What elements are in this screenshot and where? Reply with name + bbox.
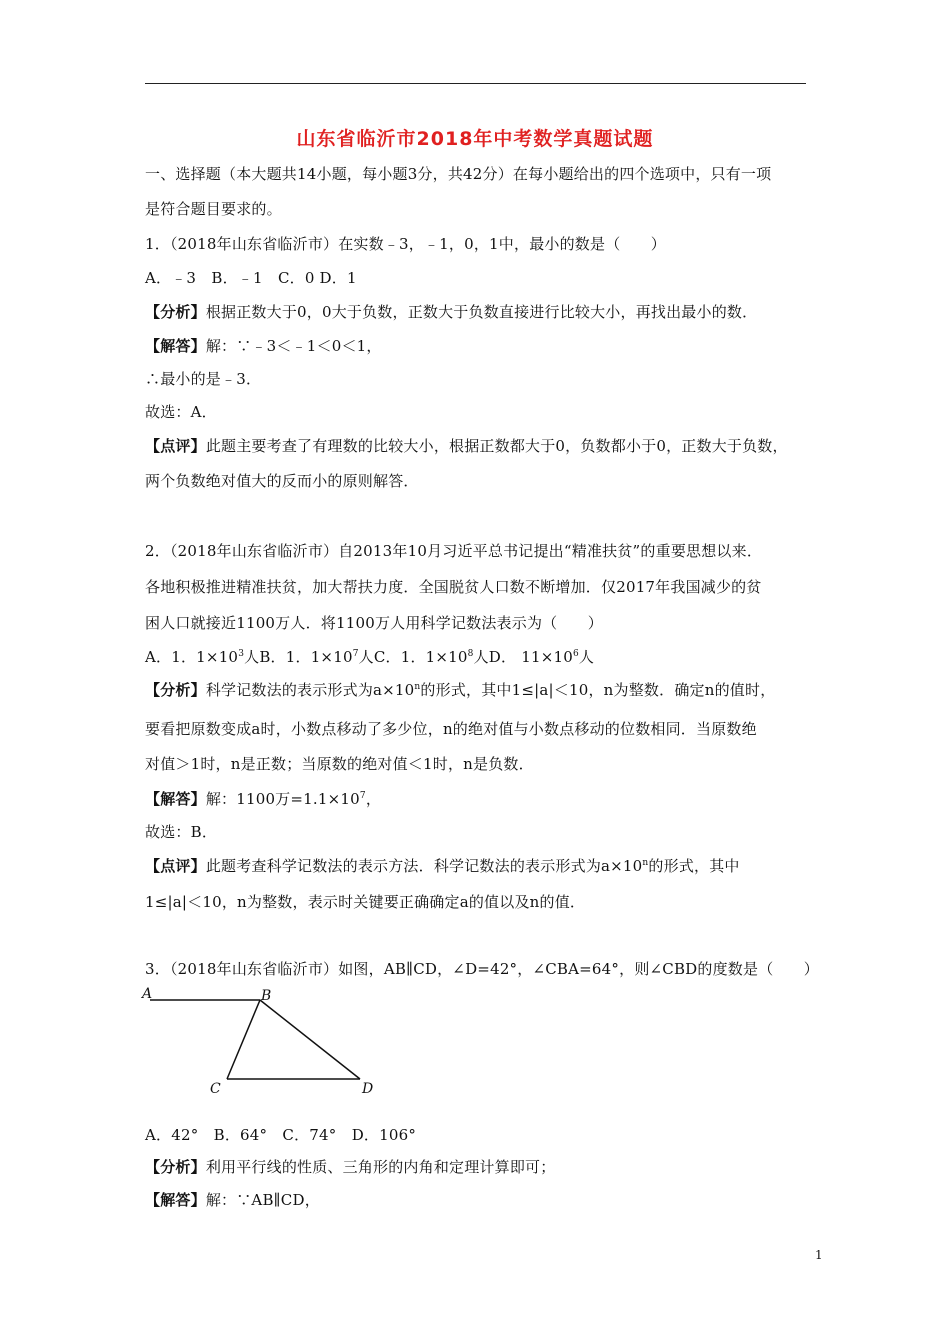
q1-choice: 故选：A． (145, 403, 217, 421)
comment-text: 此题主要考查了有理数的比较大小，根据正数都大于0，负数都小于0，正数大于负数， (205, 437, 788, 455)
q3-solution (145, 1189, 320, 1210)
comment-text: 此题考查科学记数法的表示方法．科学记数法的表示形式为a×10 (205, 857, 643, 875)
exponent: 3 (238, 649, 245, 659)
q1-options: A．﹣3 B．﹣1 C．0 D．1 (145, 269, 357, 287)
label-c: C (210, 1081, 221, 1097)
exponent: 6 (572, 649, 579, 659)
solution-tag: 【解答】 (145, 337, 206, 355)
solution-text: 解：∵﹣3＜﹣1＜0＜1， (205, 337, 382, 355)
q2-option-a: A．1．1×10 (145, 648, 239, 666)
exponent: n (414, 682, 421, 692)
q2-analysis-line3: 对值＞1时，n是正数；当原数的绝对值＜1时，n是负数． (145, 755, 534, 773)
section-intro-line1: 一、选择题（本大题共14小题，每小题3分，共42分）在每小题给出的四个选项中，只有一项 (145, 165, 772, 183)
q1-comment-line2: 两个负数绝对值大的反而小的原则解答． (145, 472, 419, 490)
analysis-tag: 【分析】 (145, 1158, 206, 1176)
analysis-tag: 【分析】 (145, 303, 206, 321)
q2-option-d-end: 人 (578, 648, 595, 666)
solution-text: ， (365, 790, 382, 808)
comment-text: 的形式，其中 (648, 857, 740, 875)
q2-option-c: 人C．1．1×10 (358, 648, 468, 666)
page-number: 1 (815, 1248, 823, 1262)
exponent: 8 (467, 649, 474, 659)
q2-comment-line2: 1≤|a|＜10，n为整数，表示时关键要正确确定a的值以及n的值． (145, 893, 586, 911)
q1-comment (145, 435, 788, 456)
label-d: D (362, 1081, 374, 1097)
q2-options (145, 646, 594, 667)
q2-solution (145, 788, 381, 809)
q2-stem-line1: 2．（2018年山东省临沂市）自2013年10月习近平总书记提出“精准扶贫”的重要思想以来． (145, 542, 763, 560)
q2-stem-line3: 困人口就接近1100万人．将1100万人用科学记数法表示为（ ） (145, 614, 603, 632)
q2-choice: 故选：B． (145, 823, 218, 841)
q1-stem: 1．（2018年山东省临沂市）在实数﹣3，﹣1，0，1中，最小的数是（ ） (145, 235, 666, 253)
geometry-figure (140, 982, 390, 1097)
q2-analysis-line2: 要看把原数变成a时，小数点移动了多少位，n的绝对值与小数点移动的位数相同．当原数绝 (145, 720, 757, 738)
q3-stem: 3．（2018年山东省临沂市）如图，AB∥CD，∠D=42°，∠CBA=64°，则∠CBD的度数是（ ） (145, 960, 820, 978)
q2-option-d: 人D． 11×10 (473, 648, 573, 666)
q1-solution-line2: ∴最小的是﹣3． (145, 370, 262, 388)
analysis-text: 科学记数法的表示形式为a×10 (205, 681, 415, 699)
analysis-text: 利用平行线的性质、三角形的内角和定理计算即可； (205, 1158, 556, 1176)
label-a: A (142, 986, 153, 1002)
q2-analysis (145, 679, 775, 700)
q3-analysis (145, 1156, 555, 1177)
section-intro-line2: 是符合题目要求的。 (145, 200, 282, 218)
exponent: 7 (352, 649, 359, 659)
q1-solution (145, 335, 382, 356)
analysis-text: 的形式，其中1≤|a|＜10，n为整数．确定n的值时， (420, 681, 776, 699)
solution-text: 解：1100万=1.1×10 (205, 790, 360, 808)
comment-tag: 【点评】 (145, 857, 206, 875)
q2-option-b: 人B．1．1×10 (244, 648, 353, 666)
exponent: 7 (359, 791, 366, 801)
comment-tag: 【点评】 (145, 437, 206, 455)
label-b: B (261, 988, 272, 1004)
solution-text: 解：∵AB∥CD， (205, 1191, 320, 1209)
document-title: 山东省临沂市2018年中考数学真题试题 (296, 128, 654, 150)
solution-tag: 【解答】 (145, 1191, 206, 1209)
exponent: n (642, 858, 649, 868)
analysis-text: 根据正数大于0，0大于负数，正数大于负数直接进行比较大小，再找出最小的数． (205, 303, 758, 321)
q3-options: A．42° B．64° C．74° D．106° (145, 1126, 417, 1144)
q2-stem-line2: 各地积极推进精准扶贫，加大帮扶力度．全国脱贫人口数不断增加．仅2017年我国减少的贫 (145, 578, 762, 596)
segment-bd (260, 1000, 360, 1079)
segment-bc (227, 1000, 260, 1079)
header-rule (145, 83, 806, 84)
q1-analysis (145, 301, 757, 322)
analysis-tag: 【分析】 (145, 681, 206, 699)
solution-tag: 【解答】 (145, 790, 206, 808)
q2-comment (145, 855, 740, 876)
